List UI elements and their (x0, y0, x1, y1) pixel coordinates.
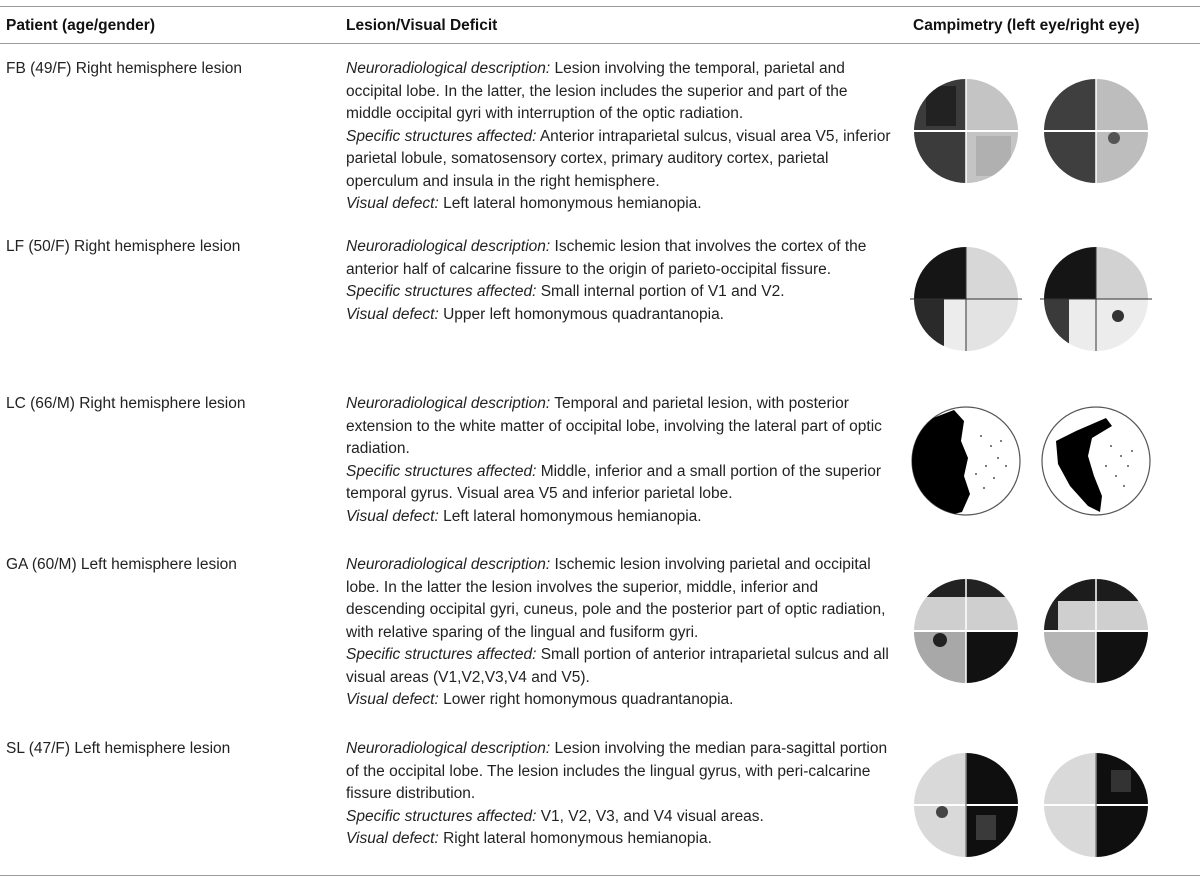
left-eye-field (912, 407, 1020, 516)
lesion-cell (346, 393, 891, 528)
campimetry-plots (906, 566, 1166, 696)
structures-text: Anterior intraparietal sulcus, visual area V5, inferior parietal lobule, somatosensory cortex, primary auditory cortex, parietal operculum and insula in the right hemisphere. (346, 127, 891, 190)
left-eye-field (910, 753, 1022, 857)
structures-text: Small portion of anterior intraparietal sulcus and all visual areas (V1,V2,V3,V4 and V5). (346, 646, 889, 686)
header-rule (0, 43, 1200, 44)
patient-cell: GA (60/M) Left hemisphere lesion (6, 556, 237, 573)
lesion-cell (346, 58, 891, 216)
defect-text: Lower right homonymous quadrantanopia. (443, 691, 734, 708)
right-eye-field (1042, 407, 1150, 515)
campimetry-plots (906, 66, 1166, 196)
patient-cell: LC (66/M) Right hemisphere lesion (6, 395, 246, 412)
right-eye-field (1040, 247, 1152, 351)
patient-cell: FB (49/F) Right hemisphere lesion (6, 60, 243, 77)
neuro-label: Neuroradiological description: (346, 238, 551, 255)
left-eye-field (910, 247, 1022, 351)
visual-field-pair (906, 234, 1166, 364)
table-bottom-rule (0, 875, 1200, 876)
defect-label: Visual defect: (346, 305, 439, 323)
neuro-label: Neuroradiological description: (346, 60, 551, 77)
lesion-cell (346, 738, 891, 851)
defect-text: Left lateral homonymous hemianopia. (443, 507, 702, 525)
header-patient: Patient (age/gender) (6, 17, 155, 34)
header-campimetry: Campimetry (left eye/right eye) (913, 17, 1140, 34)
neuro-text: Lesion involving the temporal, parietal and occipital lobe. In the latter, the lesion includes the superior and part of the middle occipital gyri with interruption of the optic radiation. (346, 60, 848, 122)
neuro-label: Neuroradiological description: (346, 395, 551, 412)
patient-cell: LF (50/F) Right hemisphere lesion (6, 238, 241, 255)
lesion-cell (346, 236, 891, 326)
visual-field-pair (906, 740, 1166, 870)
campimetry-plots (906, 740, 1166, 870)
structures-text: Middle, inferior and a small portion of the superior temporal gyrus. Visual area V5 and inferior parietal lobe. (346, 462, 882, 502)
defect-text: Right lateral homonymous hemianopia. (443, 830, 712, 847)
structures-text: V1, V2, V3, and V4 visual areas. (540, 807, 764, 825)
neuro-text: Temporal and parietal lesion, with posterior extension to the white matter of occipital lobe, involving the lateral part of optic radiation. (346, 395, 882, 457)
right-eye-field (1040, 579, 1152, 683)
visual-field-pair (906, 396, 1166, 526)
visual-field-pair (906, 66, 1166, 196)
header-lesion: Lesion/Visual Deficit (346, 17, 498, 34)
defect-label: Visual defect: (346, 830, 439, 847)
structures-label: Specific structures affected: (346, 646, 537, 663)
right-eye-field (1040, 753, 1152, 857)
table-top-rule (0, 6, 1200, 7)
campimetry-plots (906, 234, 1166, 364)
structures-label: Specific structures affected: (346, 807, 537, 825)
defect-label: Visual defect: (346, 507, 439, 525)
defect-text: Upper left homonymous quadrantanopia. (443, 305, 724, 323)
lesion-cell (346, 554, 891, 712)
patient-cell: SL (47/F) Left hemisphere lesion (6, 740, 231, 757)
visual-field-pair (906, 566, 1166, 696)
neuro-text: Ischemic lesion involving parietal and occipital lobe. In the latter the lesion involves the superior, middle, inferior and descending occipital gyri, cuneus, pole and the posterior part of optic radiation, with relative sparing of the lingual and fusiform gyri. (346, 556, 886, 641)
structures-label: Specific structures affected: (346, 127, 537, 145)
left-eye-field (910, 579, 1022, 683)
neuro-text: Ischemic lesion that involves the cortex of the anterior half of calcarine fissure to the origin of parieto-occipital fissure. (346, 238, 867, 278)
defect-text: Left lateral homonymous hemianopia. (443, 195, 702, 212)
right-eye-field (1040, 79, 1152, 183)
defect-label: Visual defect: (346, 691, 439, 708)
structures-text: Small internal portion of V1 and V2. (540, 283, 785, 300)
neuro-text: Lesion involving the median para-sagittal portion of the occipital lobe. The lesion includes the lingual gyrus, with peri-calcarine fissure distribution. (346, 740, 888, 802)
left-eye-field (910, 79, 1022, 183)
campimetry-plots (906, 396, 1166, 526)
neuro-label: Neuroradiological description: (346, 556, 551, 573)
neuro-label: Neuroradiological description: (346, 740, 551, 757)
defect-label: Visual defect: (346, 195, 439, 212)
structures-label: Specific structures affected: (346, 283, 537, 300)
structures-label: Specific structures affected: (346, 462, 537, 480)
